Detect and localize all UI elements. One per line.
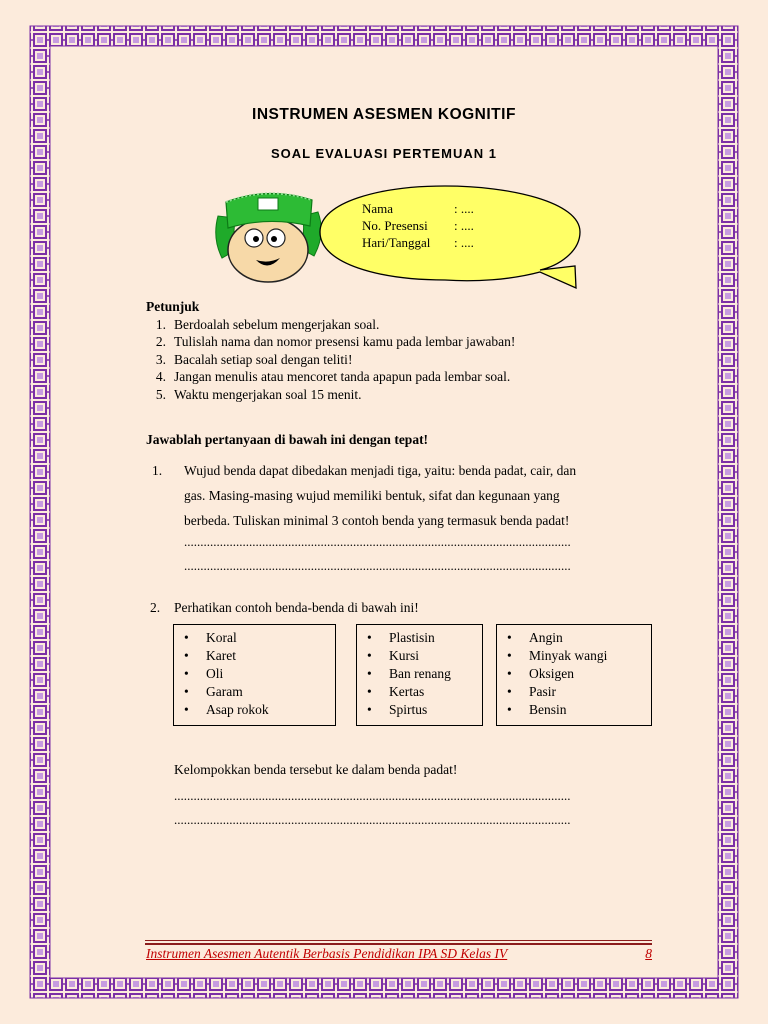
identity-label: No. Presensi	[362, 218, 428, 233]
question-line: berbeda. Tuliskan minimal 3 contoh benda yang termasuk benda padat!	[184, 513, 570, 528]
item-number: 4.	[155, 369, 166, 384]
identity-row-tanggal	[362, 234, 474, 251]
question-instruction: Jawablah pertanyaan di bawah ini dengan tepat!	[146, 432, 429, 447]
instructions-section	[146, 298, 515, 403]
list-item: • Ban renang	[367, 666, 451, 681]
object-name: Ban renang	[389, 666, 451, 681]
object-name: Kertas	[389, 684, 425, 699]
item-number: 1.	[155, 316, 166, 332]
identity-label: Nama	[362, 201, 394, 216]
page-number: 8	[645, 946, 652, 961]
object-name: Plastisin	[389, 630, 435, 645]
answer-line: .......................................................................................................................	[184, 534, 571, 549]
object-name: Oksigen	[529, 666, 574, 681]
item-text: Waktu mengerjakan soal 15 menit.	[174, 386, 362, 402]
list-item: • Pasir	[507, 684, 556, 699]
item-number: 3.	[155, 351, 166, 367]
list-item	[146, 368, 515, 386]
instructions-list	[146, 316, 515, 404]
object-name: Garam	[206, 684, 243, 699]
grouping-task: Kelompokkan benda tersebut ke dalam benda padat!	[174, 762, 458, 777]
list-item: • Oli	[184, 666, 224, 681]
footer-rule	[145, 940, 652, 941]
object-group-box	[496, 624, 652, 726]
item-number: 2.	[155, 334, 166, 349]
question-text: Perhatikan contoh benda-benda di bawah ini!	[174, 600, 419, 615]
answer-line: ..........................................................................................................................	[174, 812, 571, 827]
question-line: gas. Masing-masing wujud memiliki bentuk, sifat dan kegunaan yang	[184, 488, 560, 503]
page-footer	[146, 946, 652, 962]
item-text: Bacalah setiap soal dengan teliti!	[174, 351, 353, 367]
list-item: • Koral	[184, 630, 237, 645]
footer-text: Instrumen Asesmen Autentik Berbasis Pendidikan IPA SD Kelas IV	[146, 946, 508, 961]
object-list	[367, 629, 482, 719]
object-name: Koral	[206, 630, 237, 645]
question-line: Wujud benda dapat dibedakan menjadi tiga, yaitu: benda padat, cair, dan	[184, 463, 577, 478]
list-item	[146, 333, 515, 351]
list-item: • Bensin	[507, 702, 567, 717]
answer-line: ..........................................................................................................................	[174, 788, 571, 803]
list-item: • Garam	[184, 684, 243, 699]
object-name: Asap rokok	[206, 702, 269, 717]
list-item	[146, 386, 515, 404]
question-number: 1.	[152, 463, 163, 478]
object-name: Angin	[529, 630, 563, 645]
list-item: • Oksigen	[507, 666, 574, 681]
item-number: 5.	[155, 386, 166, 402]
identity-label: Hari/Tanggal	[362, 235, 431, 250]
list-item: • Plastisin	[367, 630, 435, 645]
identity-value: : ....	[454, 235, 474, 250]
page-title: INSTRUMEN ASESMEN KOGNITIF	[252, 106, 516, 123]
page-subtitle: SOAL EVALUASI PERTEMUAN 1	[270, 146, 498, 161]
list-item: • Karet	[184, 648, 236, 663]
object-name: Karet	[206, 648, 236, 663]
identity-value: : ....	[454, 218, 474, 233]
list-item: • Kursi	[367, 648, 419, 663]
list-item: • Spirtus	[367, 702, 428, 717]
instructions-heading: Petunjuk	[146, 299, 200, 314]
object-name: Kursi	[389, 648, 419, 663]
list-item: • Minyak wangi	[507, 648, 608, 663]
item-text: Tulislah nama dan nomor presensi kamu pada lembar jawaban!	[174, 334, 516, 349]
list-item: • Kertas	[367, 684, 425, 699]
object-list	[184, 629, 335, 719]
object-name: Pasir	[529, 684, 556, 699]
footer-rule	[145, 943, 652, 945]
identity-fields	[362, 200, 474, 251]
question-number: 2.	[150, 600, 161, 615]
object-name: Oli	[206, 666, 224, 681]
object-name: Minyak wangi	[529, 648, 608, 663]
object-group-box	[173, 624, 336, 726]
list-item: • Angin	[507, 630, 563, 645]
item-text: Jangan menulis atau mencoret tanda apapun pada lembar soal.	[174, 369, 511, 384]
identity-row-presensi	[362, 217, 474, 234]
answer-line: .......................................................................................................................	[184, 558, 571, 573]
list-item: • Asap rokok	[184, 702, 269, 717]
question-text	[184, 458, 644, 533]
object-group-box	[356, 624, 483, 726]
object-list	[507, 629, 651, 719]
identity-row-nama	[362, 200, 474, 217]
object-name: Spirtus	[389, 702, 428, 717]
identity-value: : ....	[454, 201, 474, 216]
list-item	[146, 351, 515, 369]
object-name: Bensin	[529, 702, 567, 717]
item-text: Berdoalah sebelum mengerjakan soal.	[174, 316, 380, 332]
list-item	[146, 316, 515, 334]
